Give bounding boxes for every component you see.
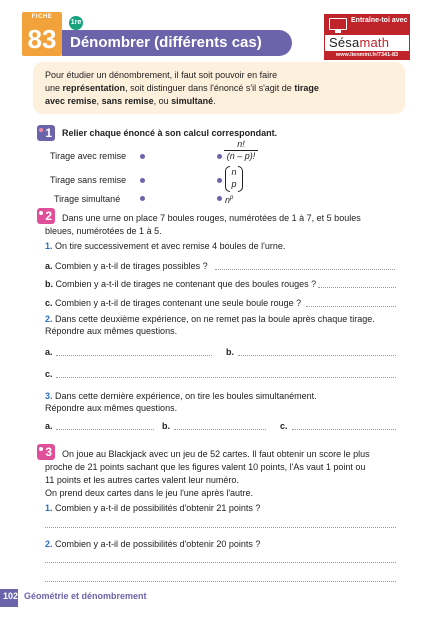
answer-line-3-2b[interactable] — [45, 581, 396, 582]
intro-box: Pour étudier un dénombrement, il faut soit pouvoir en faire une représentation, soit distinguer dans l'énoncé s'il s'agit de tirage avec remise, sans remise, ou simultané. — [33, 62, 405, 114]
ex2-q1-c: c. Combien y a-t-il de tirages contenant une seule boule rouge ? — [45, 298, 302, 308]
formula-binomial: n p — [225, 166, 243, 192]
exercise-3-line-2: proche de 21 points sachant que les figures valent 10 points, l'As vaut 1 point ou — [45, 462, 366, 472]
exercise-3-line-4: On prend deux cartes dans le jeu l'une après l'autre. — [45, 488, 254, 498]
sesamath-link[interactable] — [324, 14, 410, 60]
monitor-icon — [329, 18, 347, 30]
ex2-q3-a-label: a. — [45, 421, 53, 431]
right-dot-1[interactable] — [217, 154, 222, 159]
fiche-tab — [22, 12, 62, 22]
left-dot-3[interactable] — [140, 196, 145, 201]
footer-title: Géométrie et dénombrement — [24, 591, 147, 601]
answer-line-2-3b[interactable] — [174, 429, 266, 430]
ex2-q3-c-label: c. — [280, 421, 288, 431]
ex2-q2-c-label: c. — [45, 369, 53, 379]
right-dot-2[interactable] — [217, 178, 222, 183]
exercise-2-line-2: bleues, numérotées de 1 à 5. — [45, 226, 162, 236]
ex2-q3-line-2: Répondre aux mêmes questions. — [45, 403, 178, 413]
right-dot-3[interactable] — [217, 196, 222, 201]
exercise-3-line-3: 11 points et les autres cartes valent leur numéro. — [45, 475, 239, 485]
answer-line-2-2c[interactable] — [56, 377, 396, 378]
ex3-q1: 1. Combien y a-t-il de possibilités d'obtenir 21 points ? — [45, 503, 261, 513]
exercise-1-statement: Relier chaque énoncé à son calcul correspondant. — [62, 128, 278, 138]
answer-line-2-2a[interactable] — [56, 355, 212, 356]
left-item-1: Tirage avec remise — [50, 151, 127, 161]
exercise-number-1: 1 — [37, 125, 55, 141]
ex3-q2: 2. Combien y a-t-il de possibilités d'obtenir 20 points ? — [45, 539, 261, 549]
answer-line-2a[interactable] — [215, 269, 395, 270]
exercise-number-2: 2 — [37, 208, 55, 224]
sesamath-cta: Entraîne-toi avec — [351, 17, 408, 24]
left-dot-2[interactable] — [140, 178, 145, 183]
formula-arrangements: n! (n – p)! — [224, 139, 258, 162]
answer-line-2-3c[interactable] — [292, 429, 396, 430]
ex2-q2-b-label: b. — [226, 347, 234, 357]
ex2-q1: 1. On tire successivement et avec remise 4 boules de l'urne. — [45, 241, 286, 251]
fiche-label: FICHE — [31, 14, 53, 20]
ex2-q1-a: a. Combien y a-t-il de tirages possibles ? — [45, 261, 208, 271]
exercise-2-line-1: Dans une urne on place 7 boules rouges, numérotées de 1 à 7, et 5 boules — [62, 213, 361, 223]
answer-line-2b[interactable] — [318, 287, 396, 288]
page-title: Dénombrer (différents cas) — [70, 34, 262, 51]
ex2-q3-b-label: b. — [162, 421, 170, 431]
ex2-q3: 3. Dans cette dernière expérience, on tire les boules simultanément. — [45, 391, 317, 401]
exercise-number-3: 3 — [37, 444, 55, 460]
title-bar — [62, 30, 292, 56]
level-badge: 1re — [69, 16, 83, 30]
answer-line-2-3a[interactable] — [56, 429, 154, 430]
sesamath-logo: Sésamath — [329, 35, 390, 50]
sesamath-url[interactable]: www.lienmini.fr/7341-83 — [325, 51, 409, 60]
fiche-number: 83 — [22, 22, 62, 56]
left-item-2: Tirage sans remise — [50, 175, 127, 185]
answer-line-3-1[interactable] — [45, 527, 396, 528]
answer-line-2c[interactable] — [306, 306, 396, 307]
formula-power: $n^p$ — [225, 195, 234, 205]
page-number: 102 — [3, 591, 19, 601]
answer-line-2-2b[interactable] — [238, 355, 396, 356]
ex2-q2-a-label: a. — [45, 347, 53, 357]
ex2-q2: 2. Dans cette deuxième expérience, on ne remet pas la boule après chaque tirage. — [45, 314, 375, 324]
left-dot-1[interactable] — [140, 154, 145, 159]
ex2-q2-line-2: Répondre aux mêmes questions. — [45, 326, 178, 336]
left-item-3: Tirage simultané — [54, 194, 121, 204]
exercise-3-line-1: On joue au Blackjack avec un jeu de 52 cartes. Il faut obtenir un score le plus — [62, 449, 370, 459]
ex2-q1-b: b. Combien y a-t-il de tirages ne contenant que des boules rouges ? — [45, 279, 317, 289]
answer-line-3-2a[interactable] — [45, 562, 396, 563]
